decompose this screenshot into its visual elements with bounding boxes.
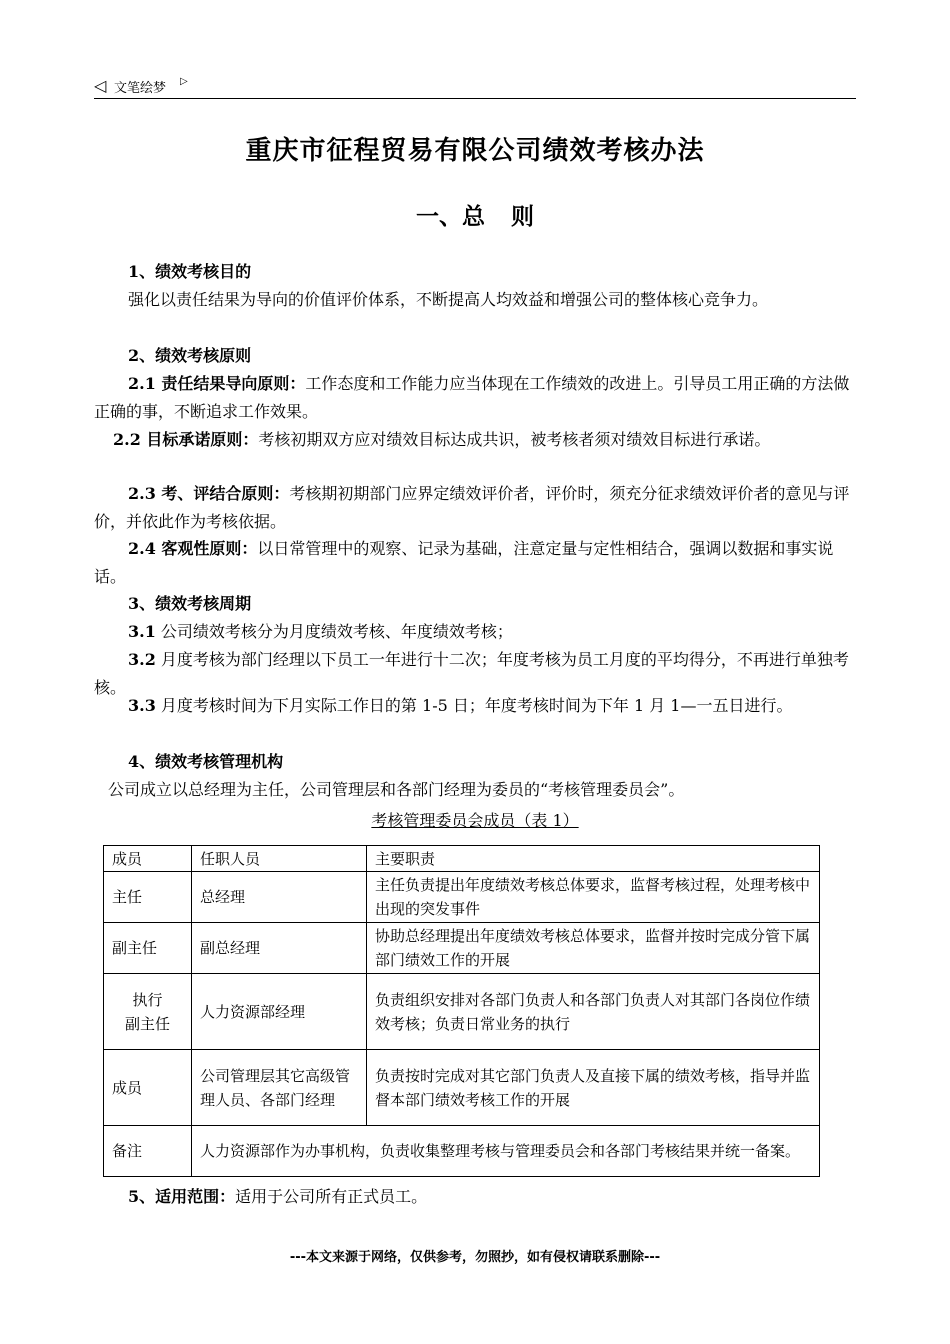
table-cell: 执行 副主任 [104, 974, 192, 1050]
table-note-row [104, 1126, 820, 1177]
table-header-cell: 成员 [104, 846, 192, 872]
paragraph-3-1: 3.1 公司绩效考核分为月度绩效考核、年度绩效考核； [128, 622, 513, 641]
heading-3: 3、绩效考核周期 [128, 594, 252, 613]
paragraph-2-3: 2.3 考、评结合原则：考核期初期部门应界定绩效评价者，评价时，须充分征求绩效评价者的意见与评价，并依此作为考核依据。 [94, 484, 850, 531]
table-cell: 主任负责提出年度绩效考核总体要求，监督考核过程，处理考核中出现的突发事件 [367, 872, 820, 923]
paragraph-2-1: 2.1 责任结果导向原则：工作态度和工作能力应当体现在工作绩效的改进上。引导员工用正确的方法做正确的事，不断追求工作效果。 [94, 374, 850, 421]
table-row [104, 1050, 820, 1126]
heading-5: 5、适用范围：适用于公司所有正式员工。 [128, 1187, 428, 1206]
table-row [104, 974, 820, 1050]
paragraph-1: 强化以责任结果为导向的价值评价体系，不断提高人均效益和增强公司的整体核心竞争力。 [128, 290, 769, 309]
table-row [104, 872, 820, 923]
table-row [104, 923, 820, 974]
paragraph-2-2: 2.2 目标承诺原则：考核初期双方应对绩效目标达成共识，被考核者须对绩效目标进行承诺。 [113, 430, 771, 449]
table-note-text: 人力资源部作为办事机构，负责收集整理考核与管理委员会和各部门考核结果并统一备案。 [192, 1126, 820, 1177]
table-cell: 负责组织安排对各部门负责人和各部门负责人对其部门各岗位作绩效考核；负责日常业务的执行 [367, 974, 820, 1050]
heading-1: 1、绩效考核目的 [128, 262, 252, 281]
heading-4: 4、绩效考核管理机构 [128, 752, 284, 771]
footer-disclaimer: ---本文来源于网络，仅供参考，勿照抄，如有侵权请联系删除--- [289, 1250, 661, 1265]
table-caption: 考核管理委员会成员（表 1） [371, 811, 579, 830]
table-header-row [104, 846, 820, 872]
heading-2: 2、绩效考核原则 [128, 346, 252, 365]
table-cell: 主任 [104, 872, 192, 923]
table-cell: 成员 [104, 1050, 192, 1126]
committee-table [103, 845, 820, 1177]
document-title: 重庆市征程贸易有限公司绩效考核办法 [245, 136, 705, 166]
triangle-right-icon: ▷ [180, 76, 188, 87]
table-cell: 副总经理 [192, 923, 367, 974]
table-cell: 人力资源部经理 [192, 974, 367, 1050]
paragraph-3-2: 3.2 月度考核为部门经理以下员工一年进行十二次；年度考核为员工月度的平均得分，不再进行单独考核。 [94, 650, 849, 697]
section-heading [94, 198, 856, 231]
triangle-left-icon: ◁ [94, 76, 107, 95]
section-number: 一、 [416, 203, 462, 230]
section-title-a: 总 [462, 203, 485, 230]
paragraph-3-3: 3.3 月度考核时间为下月实际工作日的第 1-5 日；年度考核时间为下年 1 月 1—一五日进行。 [128, 696, 793, 715]
table-cell: 负责按时完成对其它部门负责人及直接下属的绩效考核，指导并监督本部门绩效考核工作的开展 [367, 1050, 820, 1126]
page-header [94, 74, 856, 99]
table-header-cell: 任职人员 [192, 846, 367, 872]
table-cell: 总经理 [192, 872, 367, 923]
section-title-b: 则 [511, 203, 534, 230]
table-note-label: 备注 [104, 1126, 192, 1177]
table-cell: 副主任 [104, 923, 192, 974]
table-header-cell: 主要职责 [367, 846, 820, 872]
table-cell: 协助总经理提出年度绩效考核总体要求，监督并按时完成分管下属部门绩效工作的开展 [367, 923, 820, 974]
header-text: 文笔绘梦 [114, 81, 167, 96]
table-cell: 公司管理层其它高级管理人员、各部门经理 [192, 1050, 367, 1126]
paragraph-4: 公司成立以总经理为主任，公司管理层和各部门经理为委员的“考核管理委员会”。 [108, 780, 685, 799]
paragraph-2-4: 2.4 客观性原则：以日常管理中的观察、记录为基础，注意定量与定性相结合，强调以数据和事实说话。 [94, 539, 834, 586]
